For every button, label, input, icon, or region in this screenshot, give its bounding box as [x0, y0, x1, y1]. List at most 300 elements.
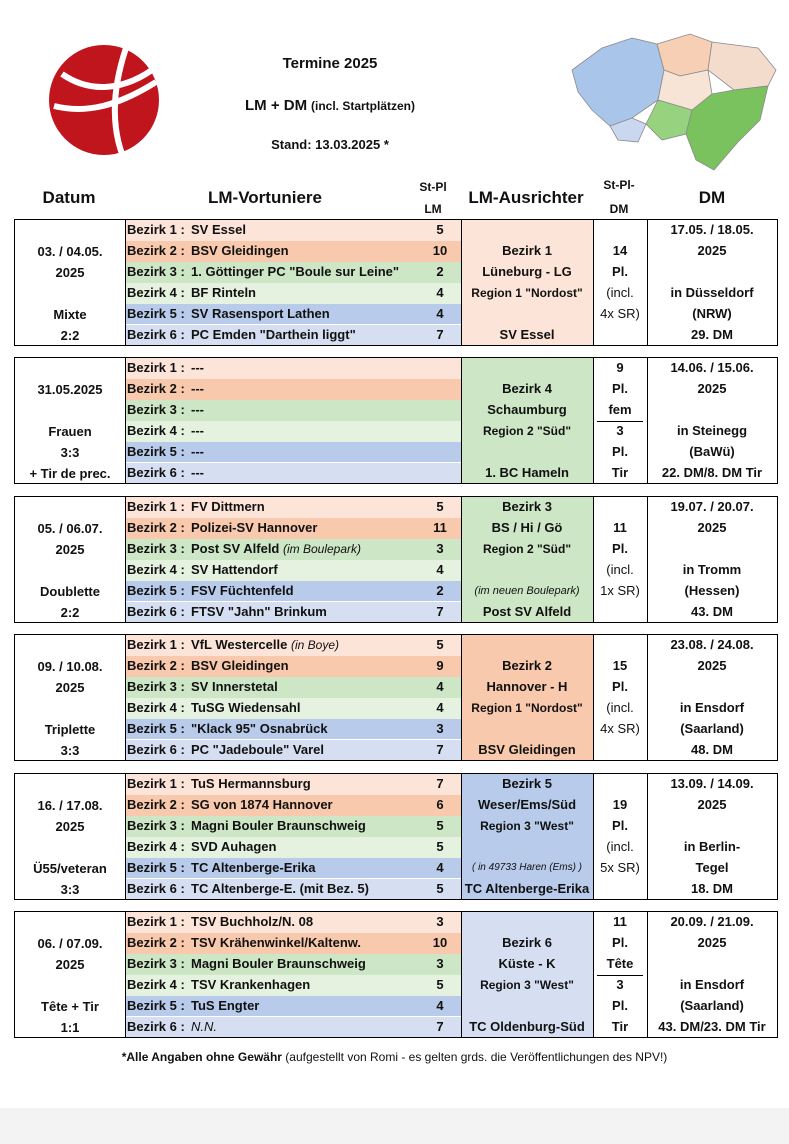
column-divider — [125, 912, 126, 1037]
host-cell: Region 3 "West" — [480, 977, 574, 992]
document-title: Termine 2025 — [282, 55, 378, 72]
bezirk-label: Bezirk 2 : — [127, 380, 185, 396]
event-block — [14, 773, 778, 900]
column-divider — [461, 497, 462, 622]
dm-info-cell: 17.05. / 18.05. — [670, 222, 754, 237]
lm-startplaetze — [419, 421, 461, 441]
dm-info-cell — [647, 954, 777, 974]
host-cell — [461, 837, 593, 857]
bezirk-label: Bezirk 6 : — [127, 603, 185, 619]
event-date-cell: 2025 — [55, 818, 85, 834]
dm-startplaetze-cell: Tir — [611, 1018, 629, 1034]
club-name: BF Rinteln — [191, 284, 256, 300]
lm-startplaetze: 7 — [436, 326, 444, 342]
column-divider — [647, 774, 648, 899]
club-name: SG von 1874 Hannover — [191, 796, 333, 812]
club-name: FV Dittmern — [191, 499, 265, 514]
host-cell: Region 1 "Nordost" — [471, 700, 583, 715]
lm-startplaetze: 4 — [436, 859, 444, 875]
club-name: SV Innerstetal — [191, 678, 278, 694]
column-divider — [647, 220, 648, 345]
col-header-ausrichter: LM-Ausrichter — [468, 188, 584, 207]
dm-startplaetze-cell: Pl. — [612, 263, 628, 279]
club-name: VfL Westercelle — [191, 637, 288, 652]
club-name: Post SV Alfeld — [191, 540, 280, 556]
dm-info-cell: 14.06. / 15.06. — [670, 360, 754, 375]
bezirk-label: Bezirk 3 : — [127, 678, 185, 694]
club-cell — [191, 497, 417, 517]
club-cell — [191, 954, 417, 974]
club-name: --- — [191, 443, 204, 459]
club-name: PC Emden "Darthein liggt" — [191, 326, 356, 342]
stand-date: Stand: 13.03.2025 * — [271, 137, 389, 152]
lm-startplaetze: 3 — [436, 914, 444, 929]
club-cell — [191, 837, 417, 857]
bezirk-label: Bezirk 5 : — [127, 997, 185, 1013]
club-name: SV Hattendorf — [191, 561, 278, 577]
club-cell — [191, 560, 417, 580]
dm-startplaetze-cell: 14 — [612, 242, 628, 258]
club-cell — [191, 325, 417, 345]
column-divider — [125, 497, 126, 622]
bezirk-label: Bezirk 6 : — [127, 741, 185, 757]
col-header-stpl-dm-1: St-Pl- — [603, 178, 635, 192]
event-date-cell — [15, 912, 125, 933]
club-cell — [191, 241, 417, 261]
club-cell — [191, 795, 417, 815]
club-cell — [191, 358, 417, 378]
dm-startplaetze-cell — [593, 220, 647, 240]
region-map — [562, 30, 784, 178]
dm-info-cell: 2025 — [697, 657, 727, 673]
host-cell: Bezirk 2 — [502, 657, 552, 673]
club-cell — [191, 975, 417, 995]
dm-info-cell: (Hessen) — [684, 582, 740, 598]
col-header-stpl-dm-2: DM — [609, 202, 629, 216]
event-date-cell — [15, 975, 125, 996]
dm-startplaetze-cell: Pl. — [612, 678, 628, 694]
club-name: TC Altenberge-E. (mit Bez. 5) — [191, 880, 369, 896]
club-cell — [191, 656, 417, 676]
dm-startplaetze-cell: Pl. — [612, 997, 628, 1013]
dm-startplaetze-cell: 11 — [613, 519, 627, 535]
dm-info-cell — [647, 262, 777, 282]
lm-startplaetze: 5 — [436, 817, 444, 833]
bezirk-label: Bezirk 3 : — [127, 263, 185, 279]
lm-startplaetze: 4 — [436, 561, 444, 577]
host-cell: Bezirk 1 — [502, 242, 552, 258]
lm-startplaetze: 9 — [436, 657, 444, 673]
bezirk-label: Bezirk 2 : — [127, 657, 185, 673]
host-cell — [461, 358, 593, 378]
dm-startplaetze-cell — [593, 774, 647, 794]
bezirk-label: Bezirk 2 : — [127, 796, 185, 812]
dm-startplaetze-cell — [593, 635, 647, 655]
dm-startplaetze-cell: Pl. — [612, 934, 628, 950]
club-cell — [191, 698, 417, 718]
host-cell — [461, 442, 593, 462]
dm-info-cell: 48. DM — [691, 741, 733, 757]
event-date-cell: 3:3 — [60, 881, 80, 897]
club-cell — [191, 996, 417, 1016]
host-cell: Schaumburg — [487, 401, 567, 417]
host-cell: SV Essel — [499, 326, 555, 342]
event-date-cell: Triplette — [44, 721, 96, 737]
lm-startplaetze: 5 — [436, 222, 444, 237]
host-cell: ( in 49733 Haren (Ems) ) — [471, 861, 583, 873]
club-cell — [191, 774, 417, 794]
bezirk-label: Bezirk 4 : — [127, 976, 185, 992]
host-cell: Region 1 "Nordost" — [471, 285, 583, 300]
event-date-cell: 03. / 04.05. — [37, 243, 103, 259]
lm-startplaetze: 10 — [432, 242, 448, 258]
club-cell — [191, 602, 417, 622]
club-name: FSV Füchtenfeld — [191, 582, 294, 598]
dm-startplaetze-cell: 5x SR) — [600, 859, 640, 875]
club-name: TSV Krankenhagen — [191, 976, 311, 992]
club-name: TuSG Wiedensahl — [191, 699, 301, 715]
host-cell — [461, 304, 593, 324]
event-date-cell: 3:3 — [60, 742, 80, 758]
lm-startplaetze — [419, 358, 461, 378]
event-block — [14, 911, 778, 1038]
lm-startplaetze: 5 — [436, 880, 444, 896]
club-cell — [191, 719, 417, 739]
dm-info-cell: 2025 — [697, 934, 727, 950]
col-header-stpl-lm-1: St-Pl — [419, 180, 447, 194]
dm-startplaetze-cell — [593, 497, 647, 517]
col-header-vortuniere: LM-Vortuniere — [208, 188, 322, 207]
club-name: --- — [191, 360, 204, 375]
host-cell — [461, 560, 593, 580]
dm-info-cell: in Tromm — [682, 561, 742, 577]
dm-info-cell: 19.07. / 20.07. — [670, 499, 754, 514]
bezirk-label: Bezirk 1 : — [127, 776, 185, 791]
club-cell — [191, 379, 417, 399]
dm-startplaetze-cell: 9 — [616, 360, 624, 375]
dm-startplaetze-cell: (incl. — [606, 838, 634, 854]
bezirk-label: Bezirk 5 : — [127, 720, 185, 736]
host-cell: BS / Hi / Gö — [491, 519, 563, 535]
event-date-cell — [15, 560, 125, 581]
footnote — [0, 1050, 789, 1064]
column-divider — [647, 635, 648, 760]
club-cell — [191, 635, 417, 655]
lm-startplaetze: 7 — [436, 741, 444, 757]
bezirk-label: Bezirk 6 : — [127, 326, 185, 342]
dm-info-cell: (BaWü) — [689, 443, 735, 459]
event-date-cell: Tête + Tir — [41, 998, 99, 1014]
bezirk-label: Bezirk 3 : — [127, 817, 185, 833]
host-cell: Bezirk 3 — [502, 499, 552, 514]
dm-startplaetze-cell: 19 — [612, 796, 628, 812]
dm-info-cell: in Berlin- — [683, 838, 741, 854]
dm-separator-line — [597, 421, 643, 422]
column-divider — [125, 635, 126, 760]
host-cell: Lüneburg - LG — [482, 263, 572, 279]
host-cell: 1. BC Hameln — [485, 464, 569, 480]
event-date-cell — [15, 283, 125, 304]
host-cell: Küste - K — [498, 955, 556, 971]
club-cell — [191, 283, 417, 303]
bezirk-label: Bezirk 6 : — [127, 1018, 185, 1034]
host-cell: Hannover - H — [486, 678, 568, 694]
club-name: SVD Auhagen — [191, 838, 277, 854]
column-divider — [593, 774, 594, 899]
club-name: SV Rasensport Lathen — [191, 305, 330, 321]
dm-info-cell — [647, 400, 777, 420]
host-cell: BSV Gleidingen — [478, 741, 576, 757]
event-date-cell: 2025 — [55, 679, 85, 695]
lm-startplaetze: 11 — [433, 519, 447, 535]
lm-startplaetze — [419, 442, 461, 462]
subtitle-main: LM + DM — [245, 97, 308, 114]
lm-startplaetze: 4 — [436, 699, 444, 715]
dm-startplaetze-cell: 3 — [616, 422, 624, 438]
club-cell — [191, 262, 417, 282]
event-date-cell — [15, 837, 125, 858]
event-date-cell: 31.05.2025 — [37, 381, 103, 397]
club-cell — [191, 1017, 417, 1037]
lm-startplaetze — [419, 379, 461, 399]
bezirk-label: Bezirk 1 : — [127, 360, 185, 375]
bezirk-label: Bezirk 1 : — [127, 637, 185, 652]
host-cell: Post SV Alfeld — [482, 603, 572, 619]
lm-startplaetze: 5 — [436, 838, 444, 854]
host-cell: Region 2 "Süd" — [482, 423, 572, 438]
dm-startplaetze-cell — [593, 325, 647, 345]
dm-info-cell: 23.08. / 24.08. — [670, 637, 754, 652]
club-cell — [191, 933, 417, 953]
club-name: PC "Jadeboule" Varel — [191, 741, 324, 757]
club-cell — [191, 304, 417, 324]
event-date-cell: Ü55/veteran — [33, 860, 107, 876]
bezirk-label: Bezirk 2 : — [127, 519, 185, 535]
event-date-cell — [15, 497, 125, 518]
lm-startplaetze: 7 — [436, 1018, 444, 1034]
dm-info-cell — [647, 816, 777, 836]
event-date-cell: 2:2 — [60, 327, 80, 343]
host-cell: Region 3 "West" — [480, 818, 574, 833]
dm-info-cell: 29. DM — [691, 326, 733, 342]
column-divider — [461, 220, 462, 345]
column-divider — [593, 358, 594, 483]
dm-startplaetze-cell: 4x SR) — [600, 305, 640, 321]
column-divider — [125, 774, 126, 899]
event-block — [14, 219, 778, 346]
host-cell — [461, 635, 593, 655]
column-divider — [593, 220, 594, 345]
club-name: TC Altenberge-Erika — [191, 859, 316, 875]
bezirk-label: Bezirk 2 : — [127, 242, 185, 258]
bezirk-label: Bezirk 6 : — [127, 880, 185, 896]
club-name: FTSV "Jahn" Brinkum — [191, 603, 327, 619]
event-date-cell: 1:1 — [60, 1019, 80, 1035]
host-cell: Bezirk 5 — [502, 776, 552, 791]
column-divider — [125, 358, 126, 483]
bezirk-label: Bezirk 4 : — [127, 699, 185, 715]
club-name: N.N. — [191, 1018, 217, 1034]
dm-startplaetze-cell: Pl. — [612, 443, 628, 459]
dm-info-cell — [647, 677, 777, 697]
dm-startplaetze-cell: 4x SR) — [600, 720, 640, 736]
petanque-ball-logo — [48, 44, 160, 156]
bezirk-label: Bezirk 4 : — [127, 838, 185, 854]
column-divider — [125, 220, 126, 345]
event-block — [14, 496, 778, 623]
col-header-dm: DM — [698, 188, 726, 207]
dm-info-cell: 22. DM/8. DM Tir — [661, 464, 763, 480]
bezirk-label: Bezirk 3 : — [127, 401, 185, 417]
dm-startplaetze-cell — [593, 879, 647, 899]
column-divider — [647, 497, 648, 622]
club-name: --- — [191, 464, 204, 480]
club-note: (im Boulepark) — [283, 541, 362, 556]
club-name: Polizei-SV Hannover — [191, 519, 318, 535]
dm-startplaetze-cell: (incl. — [606, 561, 634, 577]
club-cell — [191, 442, 417, 462]
column-divider — [461, 774, 462, 899]
host-cell: TC Altenberge-Erika — [464, 880, 590, 896]
footnote-text: (aufgestellt von Romi - es gelten grds. die Veröffentlichungen des NPV!) — [281, 1050, 668, 1064]
bezirk-label: Bezirk 1 : — [127, 499, 185, 514]
club-name: TSV Buchholz/N. 08 — [191, 914, 314, 929]
event-date-cell: 09. / 10.08. — [37, 658, 103, 674]
event-date-cell: Doublette — [40, 583, 100, 599]
event-date-cell: 16. / 17.08. — [37, 797, 103, 813]
bezirk-label: Bezirk 5 : — [127, 859, 185, 875]
club-name: BSV Gleidingen — [191, 657, 289, 673]
lm-startplaetze: 5 — [436, 976, 444, 992]
dm-info-cell: 43. DM/23. DM Tir — [658, 1018, 766, 1034]
lm-startplaetze: 4 — [436, 678, 444, 694]
event-date-cell — [15, 698, 125, 719]
host-cell: Weser/Ems/Süd — [477, 796, 577, 812]
club-name: --- — [191, 380, 204, 396]
lm-startplaetze: 2 — [436, 582, 444, 598]
dm-info-cell: 13.09. / 14.09. — [670, 776, 754, 791]
club-cell — [191, 518, 417, 538]
column-divider — [593, 497, 594, 622]
event-date-cell: + Tir de prec. — [29, 465, 111, 481]
event-date-cell: 2025 — [55, 264, 85, 280]
column-divider — [593, 635, 594, 760]
host-cell: Bezirk 6 — [502, 934, 552, 950]
club-name: SV Essel — [191, 222, 246, 237]
bezirk-label: Bezirk 5 : — [127, 305, 185, 321]
col-header-stpl-lm-2: LM — [424, 202, 442, 216]
column-divider — [461, 635, 462, 760]
dm-info-cell: 2025 — [697, 380, 727, 396]
host-cell: TC Oldenburg-Süd — [469, 1018, 585, 1034]
column-divider — [461, 358, 462, 483]
column-divider — [461, 912, 462, 1037]
club-cell — [191, 400, 417, 420]
club-name: TSV Krähenwinkel/Kaltenw. — [191, 934, 362, 950]
event-date-cell — [15, 220, 125, 241]
dm-info-cell: 18. DM — [691, 880, 733, 896]
lm-startplaetze — [419, 400, 461, 420]
dm-info-cell: (Saarland) — [680, 720, 744, 736]
club-name: Magni Bouler Braunschweig — [191, 817, 366, 833]
event-date-cell — [15, 400, 125, 421]
club-name: 1. Göttinger PC "Boule sur Leine" — [191, 263, 400, 279]
club-note: (in Boye) — [290, 638, 340, 652]
dm-startplaetze-cell: 3 — [616, 976, 624, 992]
dm-info-cell: in Ensdorf — [679, 699, 745, 715]
lm-startplaetze: 2 — [436, 263, 444, 279]
bezirk-label: Bezirk 1 : — [127, 914, 185, 929]
dm-startplaetze-cell: Tir — [611, 464, 629, 480]
bezirk-label: Bezirk 4 : — [127, 561, 185, 577]
column-divider — [647, 358, 648, 483]
dm-info-cell: (Saarland) — [680, 997, 744, 1013]
bezirk-label: Bezirk 4 : — [127, 284, 185, 300]
lm-startplaetze: 10 — [432, 934, 448, 950]
club-cell — [191, 463, 417, 483]
event-date-cell: 2:2 — [60, 604, 80, 620]
club-name: --- — [191, 401, 204, 417]
lm-startplaetze: 5 — [436, 499, 444, 514]
dm-startplaetze-cell: Pl. — [612, 540, 628, 556]
dm-info-cell: 20.09. / 21.09. — [670, 914, 754, 929]
event-date-cell: 3:3 — [60, 444, 80, 460]
club-name: "Klack 95" Osnabrück — [191, 720, 328, 736]
footnote-disclaimer: *Alle Angaben ohne Gewähr — [121, 1050, 282, 1064]
club-cell — [191, 816, 417, 836]
dm-info-cell: (NRW) — [692, 305, 732, 321]
dm-info-cell: 2025 — [697, 242, 727, 258]
host-cell: Bezirk 4 — [502, 380, 552, 396]
dm-startplaetze-cell: Pl. — [612, 380, 628, 396]
club-name: Magni Bouler Braunschweig — [191, 955, 366, 971]
lm-startplaetze: 5 — [436, 637, 444, 652]
club-cell — [191, 740, 417, 760]
bezirk-label: Bezirk 5 : — [127, 582, 185, 598]
event-date-cell — [15, 358, 125, 379]
dm-info-cell: 43. DM — [691, 603, 733, 619]
club-cell — [191, 912, 417, 932]
dm-startplaetze-cell: (incl. — [606, 699, 634, 715]
lm-startplaetze: 3 — [436, 540, 444, 556]
dm-startplaetze-cell: 11 — [613, 914, 627, 929]
bezirk-label: Bezirk 2 : — [127, 934, 185, 950]
event-date-cell: Mixte — [53, 306, 87, 322]
dm-startplaetze-cell: fem — [608, 401, 632, 417]
dm-startplaetze-cell — [593, 740, 647, 760]
column-divider — [593, 912, 594, 1037]
event-block — [14, 634, 778, 761]
dm-startplaetze-cell: Tête — [606, 955, 634, 971]
dm-startplaetze-cell: 1x SR) — [600, 582, 640, 598]
dm-startplaetze-cell: (incl. — [606, 284, 634, 300]
dm-info-cell: in Ensdorf — [679, 976, 745, 992]
dm-startplaetze-cell — [593, 602, 647, 622]
dm-info-cell: 2025 — [697, 519, 727, 535]
bezirk-label: Bezirk 4 : — [127, 422, 185, 438]
subtitle — [200, 97, 460, 114]
lm-startplaetze: 3 — [436, 720, 444, 736]
host-cell — [461, 996, 593, 1016]
col-header-datum: Datum — [42, 188, 96, 207]
lm-startplaetze: 7 — [436, 603, 444, 619]
event-date-cell — [15, 635, 125, 656]
lm-startplaetze — [419, 463, 461, 483]
lm-startplaetze: 4 — [436, 997, 444, 1013]
club-cell — [191, 677, 417, 697]
dm-separator-line — [597, 975, 643, 976]
event-date-cell: 2025 — [55, 541, 85, 557]
